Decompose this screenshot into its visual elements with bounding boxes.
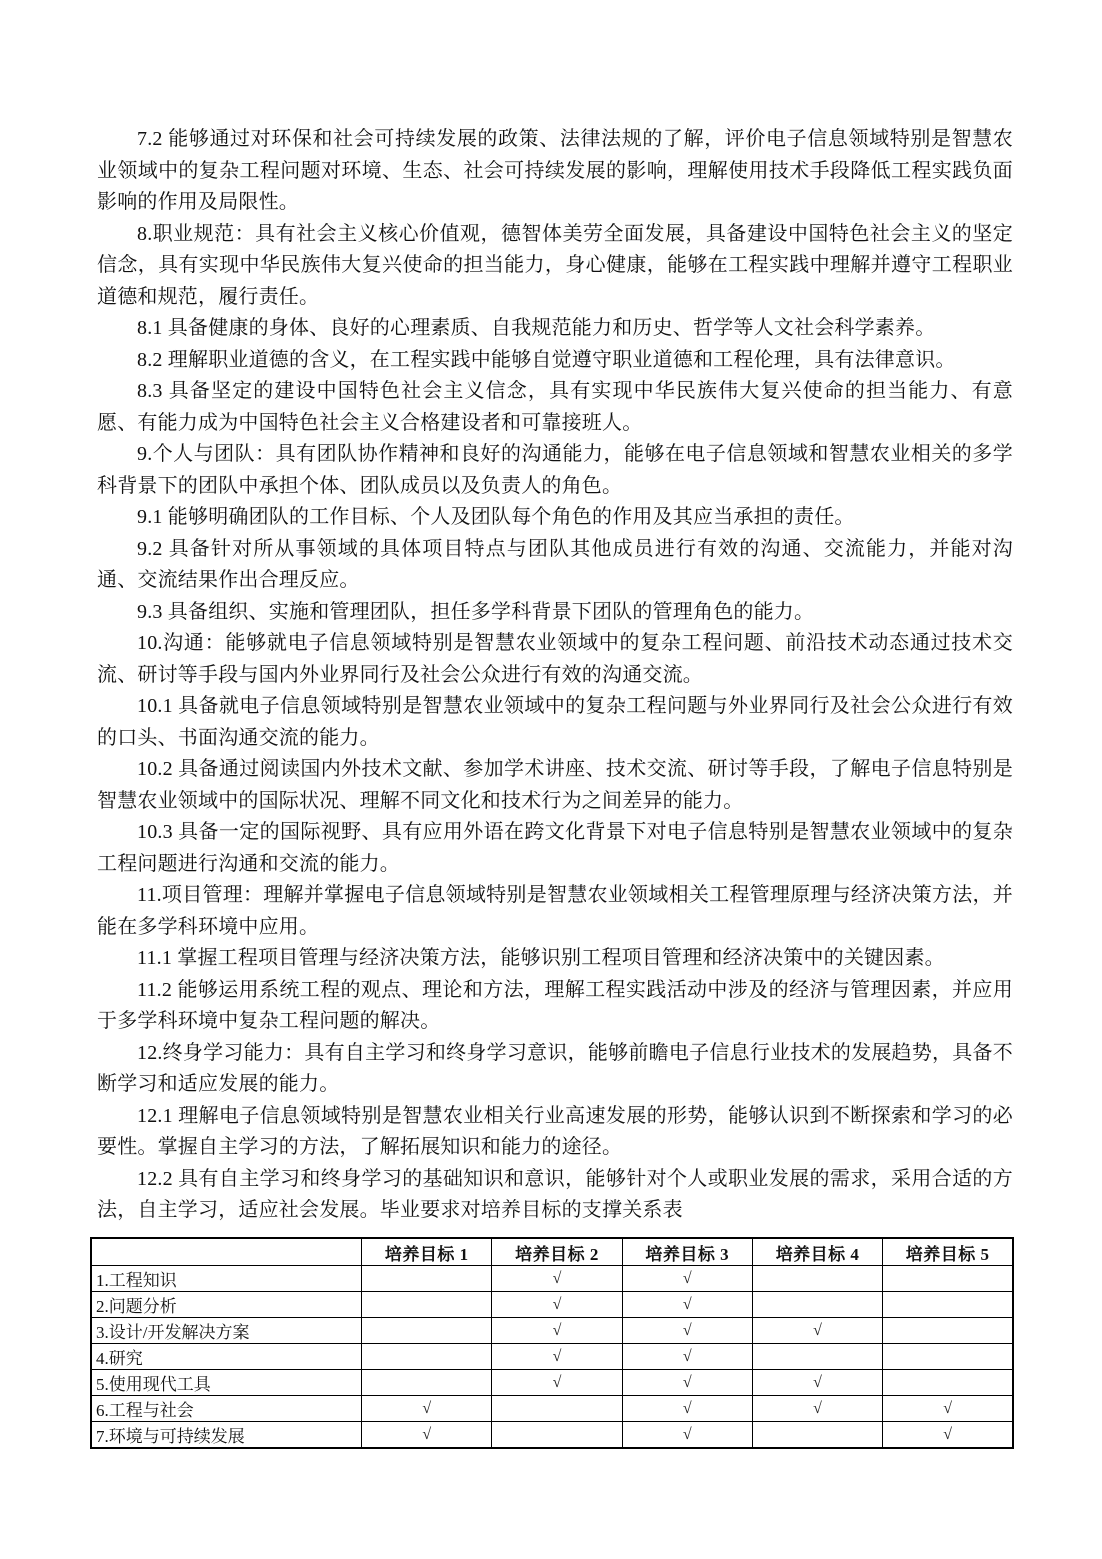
col-header-goal-4: 培养目标 4 — [752, 1238, 882, 1266]
check-cell: √ — [492, 1266, 622, 1292]
paragraph-9: 9.个人与团队：具有团队协作精神和良好的沟通能力，能够在电子信息领域和智慧农业相关的多学科背景下的团队中承担个体、团队成员以及负责人的角色。 — [97, 443, 1013, 497]
check-cell — [492, 1396, 622, 1422]
check-cell: √ — [622, 1318, 752, 1344]
table-row-engineering-knowledge — [91, 1266, 1013, 1292]
col-header-goal-5: 培养目标 5 — [883, 1238, 1013, 1266]
check-cell: √ — [492, 1344, 622, 1370]
paragraph-9-1: 9.1 能够明确团队的工作目标、个人及团队每个角色的作用及其应当承担的责任。 — [137, 506, 855, 528]
col-header-goal-3: 培养目标 3 — [622, 1238, 752, 1266]
check-cell: √ — [492, 1292, 622, 1318]
check-cell: √ — [622, 1292, 752, 1318]
paragraph-12-1: 12.1 理解电子信息领域特别是智慧农业相关行业高速发展的形势，能够认识到不断探索和学习的必要性。掌握自主学习的方法，了解拓展知识和能力的途径。 — [97, 1104, 1013, 1158]
check-cell — [362, 1318, 492, 1344]
check-cell: √ — [492, 1370, 622, 1396]
check-cell — [883, 1344, 1013, 1370]
paragraph-8-1: 8.1 具备健康的身体、良好的心理素质、自我规范能力和历史、哲学等人文社会科学素养。 — [137, 317, 936, 339]
check-cell — [362, 1344, 492, 1370]
check-cell: √ — [752, 1318, 882, 1344]
table-row-research — [91, 1344, 1013, 1370]
row-label: 6.工程与社会 — [91, 1396, 362, 1422]
row-label: 3.设计/开发解决方案 — [91, 1318, 362, 1344]
paragraph-8-3: 8.3 具备坚定的建设中国特色社会主义信念，具有实现中华民族伟大复兴使命的担当能力、有意愿、有能力成为中国特色社会主义合格建设者和可靠接班人。 — [97, 380, 1013, 434]
col-header-goal-1: 培养目标 1 — [362, 1238, 492, 1266]
paragraph-7-2: 7.2 能够通过对环保和社会可持续发展的政策、法律法规的了解，评价电子信息领域特别是智慧农业领域中的复杂工程问题对环境、生态、社会可持续发展的影响，理解使用技术手段降低工程实践负面影响的作用及局限性。 — [97, 128, 1013, 213]
paragraph-11-1: 11.1 掌握工程项目管理与经济决策方法，能够识别工程项目管理和经济决策中的关键因素。 — [137, 947, 945, 969]
check-cell — [752, 1344, 882, 1370]
table-row-design-solutions — [91, 1318, 1013, 1344]
paragraph-10: 10.沟通：能够就电子信息领域特别是智慧农业领域中的复杂工程问题、前沿技术动态通过技术交流、研讨等手段与国内外业界同行及社会公众进行有效的沟通交流。 — [97, 632, 1013, 686]
paragraph-9-3: 9.3 具备组织、实施和管理团队，担任多学科背景下团队的管理角色的能力。 — [137, 600, 815, 623]
support-matrix-table — [90, 1237, 1014, 1449]
check-cell — [362, 1266, 492, 1292]
check-cell: √ — [622, 1344, 752, 1370]
check-cell: √ — [362, 1396, 492, 1422]
check-cell — [883, 1318, 1013, 1344]
check-cell: √ — [752, 1370, 882, 1396]
paragraph-9-2: 9.2 具备针对所从事领域的具体项目特点与团队其他成员进行有效的沟通、交流能力，并能对沟通、交流结果作出合理反应。 — [97, 537, 1013, 591]
check-cell — [883, 1292, 1013, 1318]
paragraph-10-2: 10.2 具备通过阅读国内外技术文献、参加学术讲座、技术交流、研讨等手段，了解电子信息特别是智慧农业领域中的国际状况、理解不同文化和技术行为之间差异的能力。 — [97, 758, 1013, 812]
row-label: 7.环境与可持续发展 — [91, 1422, 362, 1449]
check-cell: √ — [622, 1396, 752, 1422]
check-cell — [362, 1292, 492, 1318]
paragraph-10-3: 10.3 具备一定的国际视野、具有应用外语在跨文化背景下对电子信息特别是智慧农业领域中的复杂工程问题进行沟通和交流的能力。 — [97, 821, 1013, 875]
col-header-goal-2: 培养目标 2 — [492, 1238, 622, 1266]
check-cell: √ — [622, 1266, 752, 1292]
check-cell — [752, 1422, 882, 1449]
check-cell — [362, 1370, 492, 1396]
check-cell: √ — [622, 1370, 752, 1396]
check-cell: √ — [362, 1422, 492, 1449]
paragraph-8: 8.职业规范：具有社会主义核心价值观，德智体美劳全面发展，具备建设中国特色社会主义的坚定信念，具有实现中华民族伟大复兴使命的担当能力，身心健康，能够在工程实践中理解并遵守工程职业道德和规范，履行责任。 — [97, 222, 1013, 308]
check-cell — [752, 1266, 882, 1292]
check-cell: √ — [883, 1422, 1013, 1449]
check-cell — [752, 1292, 882, 1318]
check-cell: √ — [622, 1422, 752, 1449]
check-cell — [492, 1422, 622, 1449]
check-cell — [883, 1370, 1013, 1396]
table-row-engineering-society — [91, 1396, 1013, 1422]
document-body — [97, 124, 1013, 1227]
corner-cell — [91, 1238, 362, 1266]
paragraph-12-2: 12.2 具有自主学习和终身学习的基础知识和意识，能够针对个人或职业发展的需求，采用合适的方法，自主学习，适应社会发展。毕业要求对培养目标的支撑关系表 — [97, 1167, 1013, 1221]
paragraph-12: 12.终身学习能力：具有自主学习和终身学习意识，能够前瞻电子信息行业技术的发展趋势，具备不断学习和适应发展的能力。 — [97, 1041, 1013, 1095]
table-row-environment-sustainability — [91, 1422, 1013, 1449]
table-row-problem-analysis — [91, 1292, 1013, 1318]
paragraph-11-2: 11.2 能够运用系统工程的观点、理论和方法，理解工程实践活动中涉及的经济与管理因素，并应用于多学科环境中复杂工程问题的解决。 — [97, 978, 1013, 1032]
paragraph-10-1: 10.1 具备就电子信息领域特别是智慧农业领域中的复杂工程问题与外业界同行及社会公众进行有效的口头、书面沟通交流的能力。 — [97, 695, 1013, 749]
row-label: 2.问题分析 — [91, 1292, 362, 1318]
table-header-row — [91, 1238, 1013, 1266]
check-cell — [883, 1266, 1013, 1292]
row-label: 5.使用现代工具 — [91, 1370, 362, 1396]
check-cell: √ — [752, 1396, 882, 1422]
row-label: 1.工程知识 — [91, 1266, 362, 1292]
table-row-modern-tools — [91, 1370, 1013, 1396]
check-cell: √ — [883, 1396, 1013, 1422]
paragraph-8-2: 8.2 理解职业道德的含义，在工程实践中能够自觉遵守职业道德和工程伦理，具有法律意识。 — [137, 348, 956, 371]
row-label: 4.研究 — [91, 1344, 362, 1370]
check-cell: √ — [492, 1318, 622, 1344]
paragraph-11: 11.项目管理：理解并掌握电子信息领域特别是智慧农业领域相关工程管理原理与经济决策方法，并能在多学科环境中应用。 — [97, 884, 1013, 938]
